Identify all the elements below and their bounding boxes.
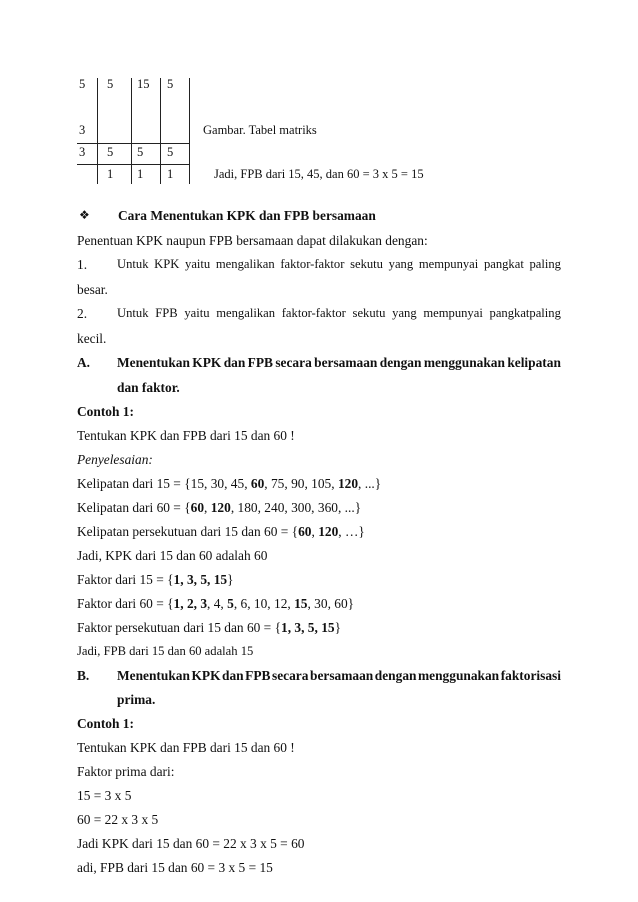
factors-15 [77,572,234,588]
example-title: Contoh 1: [77,716,134,731]
fpb-result: adi, FPB dari 15 dan 60 = 3 x 5 = 15 [77,860,273,875]
highlight-value: 5 [227,596,234,611]
text: } [227,572,234,587]
table-cell: 3 [79,123,86,137]
text: Kelipatan persekutuan dari 15 dan 60 = { [77,524,299,539]
prime-factor-label: Faktor prima dari: [77,764,175,779]
word: Untuk [117,306,149,320]
text: , 180, 240, 300, 360, ...} [230,500,362,515]
highlight-value: 1, 2, 3 [173,596,208,611]
section-heading: Cara Menentukan KPK dan FPB bersamaan [118,208,376,223]
word: KPK [191,668,221,683]
word: faktor-faktor [281,306,346,320]
highlight-value: 120 [318,524,339,539]
example-question: Tentukan KPK dan FPB dari 15 dan 60 ! [77,740,295,755]
word: yang [388,257,414,271]
word: pangkatpaling [489,306,561,320]
word: FPB [247,355,273,370]
text: , 4, [207,596,228,611]
list-item-text [117,257,561,273]
highlight-value: 15 [294,596,308,611]
text: , [204,500,211,515]
word: menggunakan [423,355,505,370]
word: yang [392,306,417,320]
word: dengan [374,668,417,683]
word: menggunakan [418,668,500,683]
word: dengan [379,355,422,370]
part-a-title [117,355,561,371]
word: sekutu [350,257,383,271]
word: Menentukan [117,355,190,370]
part-a-label: A. [77,355,91,370]
table-cell: 5 [137,145,144,159]
table-cell: 1 [107,167,114,181]
multiples-15 [77,476,381,492]
highlight-value: 60 [190,500,205,515]
word: sekutu [352,306,386,320]
solution-label: Penyelesaian: [77,452,153,467]
diamond-bullet-icon: ❖ [79,208,90,222]
text: , 75, 90, 105, [264,476,338,491]
table-col-line [131,78,132,184]
example-question: Tentukan KPK dan FPB dari 15 dan 60 ! [77,428,295,443]
word: mengalikan [215,257,275,271]
table-cell: 5 [167,145,174,159]
table-cell: 3 [79,145,86,159]
part-a-heading [77,355,561,371]
word: Untuk [117,257,149,271]
part-b-title-cont: prima. [117,692,156,707]
table-cell: 1 [167,167,174,181]
text: Faktor dari 15 = { [77,572,174,587]
section-intro: Penentuan KPK naupun FPB bersamaan dapat dilakukan dengan: [77,233,428,248]
table-row-line [77,143,190,144]
highlight-value: 60 [250,476,265,491]
text: Faktor dari 60 = { [77,596,174,611]
word: paling [529,257,561,271]
highlight-value: 120 [210,500,231,515]
text: , [311,524,319,539]
list-item-cont: besar. [77,282,108,297]
word: yaitu [185,257,211,271]
kpk-result: Jadi, KPK dari 15 dan 60 adalah 60 [77,548,268,563]
text: , 30, 60} [307,596,355,611]
word: pangkat [483,257,524,271]
table-cell: 1 [137,167,144,181]
part-a-title-cont: dan faktor. [117,380,180,395]
word: dan [223,355,246,370]
word: Menentukan [117,668,190,683]
table-result: Jadi, FPB dari 15, 45, dan 60 = 3 x 5 = 15 [214,167,424,181]
table-cell: 5 [79,77,86,91]
word: mempunyai [423,306,483,320]
kpk-result: Jadi KPK dari 15 dan 60 = 22 x 3 x 5 = 60 [77,836,305,851]
word: mempunyai [418,257,479,271]
word: bersamaan [314,355,378,370]
table-cell: 5 [107,145,114,159]
word: secara [272,668,309,683]
table-col-line [189,78,190,184]
prime-factor-15: 15 = 3 x 5 [77,788,132,803]
word: faktor-faktor [280,257,345,271]
word: KPK [192,355,222,370]
list-item-number: 1. [77,257,88,272]
table-cell: 15 [137,77,150,91]
text: Kelipatan dari 15 = {15, 30, 45, [77,476,251,491]
word: yaitu [184,306,210,320]
text: , ...} [358,476,382,491]
table-caption: Gambar. Tabel matriks [203,123,317,137]
text: Kelipatan dari 60 = { [77,500,191,515]
word: secara [275,355,312,370]
list-item-number: 2. [77,306,88,321]
highlight-value: 120 [337,476,359,491]
highlight-value: 60 [298,524,312,539]
word: FPB [155,306,178,320]
factors-60 [77,596,354,612]
part-b-heading [77,668,561,684]
prime-factor-60: 60 = 22 x 3 x 5 [77,812,159,827]
common-factors [77,620,341,636]
word: mengalikan [216,306,276,320]
part-b-label: B. [77,668,90,683]
word: bersamaan [310,668,374,683]
text: , …} [338,524,365,539]
word: dan [222,668,244,683]
word: kelipatan [507,355,561,370]
table-col-line [160,78,161,184]
example-title: Contoh 1: [77,404,134,419]
text: } [334,620,342,635]
text: Faktor persekutuan dari 15 dan 60 = { [77,620,282,635]
common-multiples [77,524,365,540]
highlight-value: 1, 3, 5, 15 [281,620,335,635]
highlight-value: 1, 3, 5, 15 [173,572,228,587]
fpb-result: Jadi, FPB dari 15 dan 60 adalah 15 [77,644,254,658]
table-row-line [77,164,190,165]
word: KPK [154,257,180,271]
list-item-2 [77,306,561,322]
table-cell: 5 [167,77,174,91]
list-item-1 [77,257,561,273]
table-col-line [97,78,98,184]
list-item-text [117,306,561,322]
list-item-cont: kecil. [77,331,107,346]
multiples-60 [77,500,361,516]
word: FPB [245,668,271,683]
part-b-title [117,668,561,684]
word: faktorisasi [500,668,561,683]
table-cell: 5 [107,77,114,91]
text: , 6, 10, 12, [233,596,295,611]
